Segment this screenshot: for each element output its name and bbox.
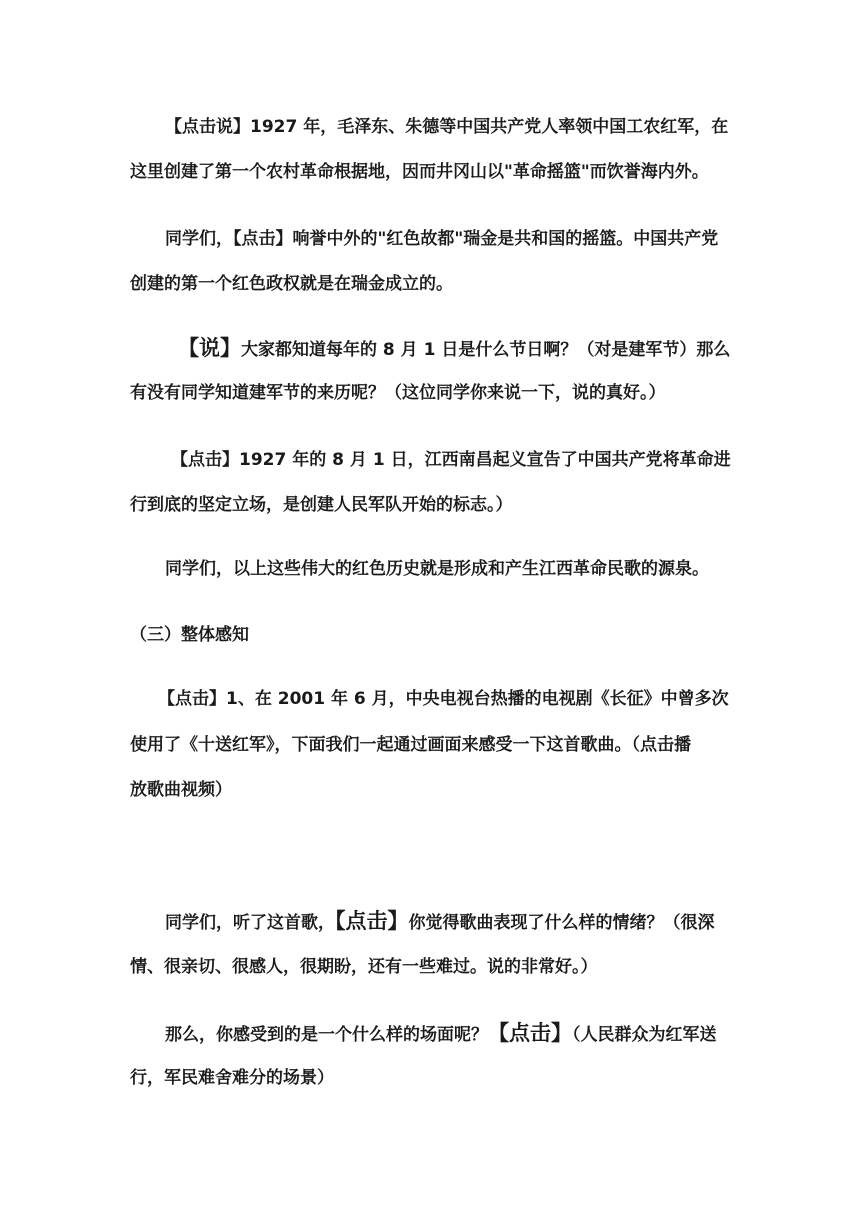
section-heading: （三）整体感知 — [130, 625, 249, 645]
paragraph-8-line-1-start: 同学们，听了这首歌， — [165, 913, 335, 933]
paragraph-8-line-2: 情、很亲切、很感人，很期盼，还有一些难过。说的非常好。） — [130, 957, 598, 977]
click-marker: 【点击】 — [488, 1021, 572, 1045]
paragraph-7-line-3: 放歌曲视频） — [130, 780, 232, 800]
paragraph-1-line-2: 这里创建了第一个农村革命根据地，因而井冈山以"革命摇篮"而饮誉海内外。 — [130, 162, 709, 182]
paragraph-2-line-2: 创建的第一个红色政权就是在瑞金成立的。 — [130, 274, 453, 294]
paragraph-9-line-1-end: （人民群众为红军送 — [572, 1025, 717, 1045]
paragraph-3-line-1-text: 大家都知道每年的 8 月 1 日是什么节日啊？（对是建军节）那么 — [241, 340, 731, 360]
paragraph-9-line-1-start: 那么，你感受到的是一个什么样的场面呢？ — [165, 1025, 488, 1045]
paragraph-3-line-1 — [178, 336, 730, 362]
paragraph-9-line-1 — [165, 1021, 717, 1047]
paragraph-3-line-2: 有没有同学知道建军节的来历呢？（这位同学你来说一下，说的真好。） — [130, 383, 666, 403]
paragraph-4-line-1: 【点击】1927 年的 8 月 1 日，江西南昌起义宣告了中国共产党将革命进 — [171, 450, 731, 470]
paragraph-7-line-2: 使用了《十送红军》，下面我们一起通过画面来感受一下这首歌曲。（点击播 — [130, 735, 691, 755]
paragraph-4-line-2: 行到底的坚定立场，是创建人民军队开始的标志。） — [130, 495, 513, 515]
paragraph-8-line-1-end: 你觉得歌曲表现了什么样的情绪？（很深 — [408, 913, 715, 933]
paragraph-9-line-2: 行，军民难舍难分的场景） — [130, 1068, 334, 1088]
paragraph-1-line-1: 【点击说】1927 年，毛泽东、朱德等中国共产党人率领中国工农红军，在 — [165, 117, 729, 137]
say-marker: 【说】 — [178, 336, 241, 360]
paragraph-2-line-1: 同学们，【点击】响誉中外的"红色故都"瑞金是共和国的摇篮。中国共产党 — [165, 229, 719, 249]
paragraph-5-line-1: 同学们，以上这些伟大的红色历史就是形成和产生江西革命民歌的源泉。 — [165, 559, 709, 579]
paragraph-7-line-1: 【点击】1、在 2001 年 6 月，中央电视台热播的电视剧《长征》中曾多次 — [158, 689, 729, 709]
paragraph-8-line-1 — [165, 909, 715, 935]
click-marker: 【点击】 — [335, 909, 409, 933]
